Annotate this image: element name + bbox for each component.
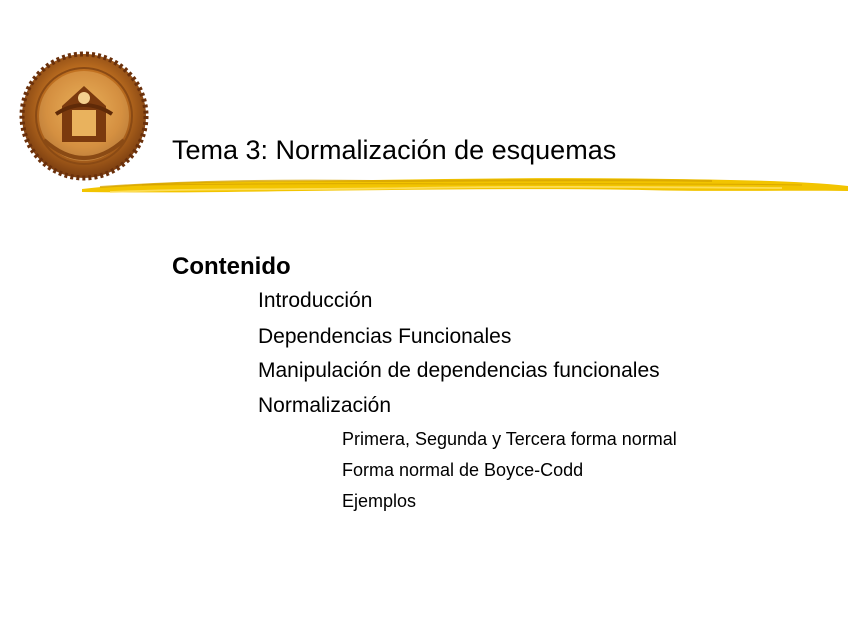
slide-title: Tema 3: Normalización de esquemas (172, 135, 617, 165)
university-seal-icon (16, 48, 152, 184)
content-subitem-formas-normales: Primera, Segunda y Tercera forma normal (342, 429, 677, 449)
content-item-normalizacion: Normalización (258, 394, 392, 417)
content-heading: Contenido (172, 253, 291, 280)
content-item-manipulacion-dependencias: Manipulación de dependencias funcionales (258, 359, 660, 382)
content-subitem-ejemplos: Ejemplos (342, 491, 417, 511)
content-item-introduccion: Introducción (258, 289, 373, 312)
content-subitem-boyce-codd: Forma normal de Boyce-Codd (342, 460, 584, 480)
content-item-dependencias-funcionales: Dependencias Funcionales (258, 325, 512, 348)
brush-stroke-divider (82, 168, 848, 202)
